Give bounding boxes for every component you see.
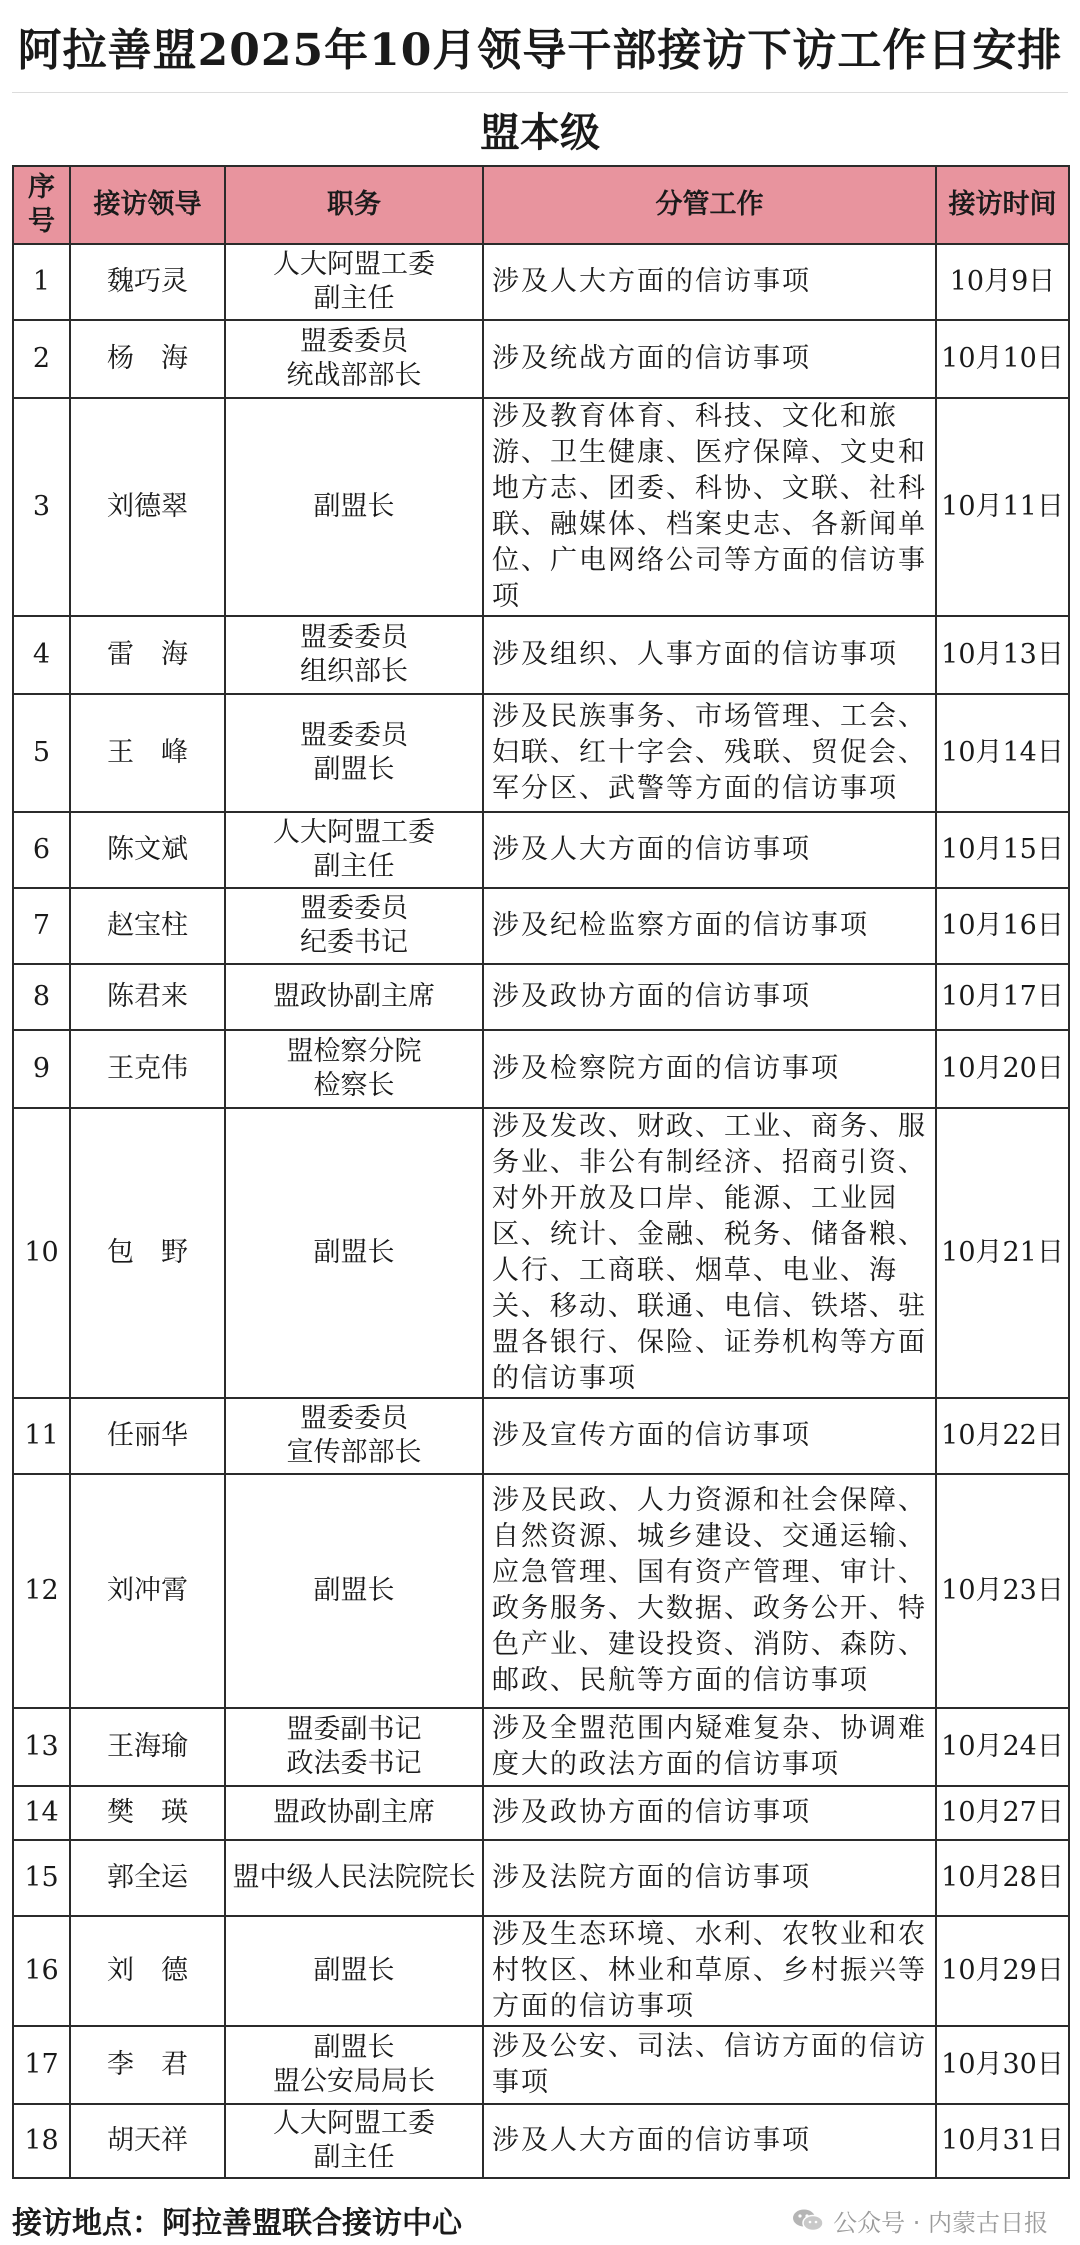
row-index: 4	[13, 616, 70, 694]
row-position: 副盟长	[225, 1108, 483, 1398]
table-row	[13, 1398, 1069, 1474]
row-position: 副盟长 盟公安局局长	[225, 2026, 483, 2104]
row-duty: 涉及统战方面的信访事项	[483, 320, 936, 398]
table-row	[13, 812, 1069, 888]
document-title: 阿拉善盟2025年10月领导干部接访下访工作日安排	[12, 0, 1068, 93]
row-date: 10月16日	[936, 888, 1069, 964]
table-row	[13, 2104, 1069, 2178]
reception-location: 接访地点：阿拉善盟联合接访中心	[12, 2206, 462, 2241]
row-index: 16	[13, 1916, 70, 2026]
row-date: 10月29日	[936, 1916, 1069, 2026]
row-index: 15	[13, 1840, 70, 1916]
row-index: 10	[13, 1108, 70, 1398]
table-row	[13, 2026, 1069, 2104]
row-date: 10月20日	[936, 1030, 1069, 1108]
row-duty: 涉及检察院方面的信访事项	[483, 1030, 936, 1108]
row-duty: 涉及公安、司法、信访方面的信访事项	[483, 2026, 936, 2104]
header-leader: 接访领导	[70, 166, 225, 244]
row-leader: 刘 德	[70, 1916, 225, 2026]
row-index: 13	[13, 1708, 70, 1786]
row-index: 1	[13, 244, 70, 320]
row-position: 盟委委员 统战部部长	[225, 320, 483, 398]
row-leader: 陈君来	[70, 964, 225, 1030]
row-index: 9	[13, 1030, 70, 1108]
table-row	[13, 1108, 1069, 1398]
row-position: 盟政协副主席	[225, 1786, 483, 1840]
row-duty: 涉及人大方面的信访事项	[483, 244, 936, 320]
row-index: 17	[13, 2026, 70, 2104]
header-date: 接访时间	[936, 166, 1069, 244]
row-duty: 涉及教育体育、科技、文化和旅游、卫生健康、医疗保障、文史和地方志、团委、科协、文联、社科联、融媒体、档案史志、各新闻单位、广电网络公司等方面的信访事项	[483, 398, 936, 616]
row-index: 5	[13, 694, 70, 812]
row-position: 盟委委员 组织部长	[225, 616, 483, 694]
row-leader: 魏巧灵	[70, 244, 225, 320]
row-date: 10月21日	[936, 1108, 1069, 1398]
table-header-row	[13, 166, 1069, 244]
row-index: 11	[13, 1398, 70, 1474]
table-row	[13, 398, 1069, 616]
table-row	[13, 964, 1069, 1030]
row-leader: 王 峰	[70, 694, 225, 812]
schedule-table	[12, 165, 1070, 2179]
row-leader: 樊 瑛	[70, 1786, 225, 1840]
header-position: 职务	[225, 166, 483, 244]
wechat-icon	[791, 2208, 825, 2232]
row-index: 3	[13, 398, 70, 616]
row-position: 人大阿盟工委 副主任	[225, 812, 483, 888]
table-row	[13, 320, 1069, 398]
row-date: 10月13日	[936, 616, 1069, 694]
row-position: 盟委委员 副盟长	[225, 694, 483, 812]
row-index: 14	[13, 1786, 70, 1840]
row-position: 副盟长	[225, 1916, 483, 2026]
row-leader: 刘冲霄	[70, 1474, 225, 1708]
row-leader: 李 君	[70, 2026, 225, 2104]
row-duty: 涉及民政、人力资源和社会保障、自然资源、城乡建设、交通运输、应急管理、国有资产管理、审计、政务服务、大数据、政务公开、特色产业、建设投资、消防、森防、邮政、民航等方面的信访事项	[483, 1474, 936, 1708]
row-date: 10月11日	[936, 398, 1069, 616]
row-position: 副盟长	[225, 398, 483, 616]
row-duty: 涉及人大方面的信访事项	[483, 812, 936, 888]
row-leader: 胡天祥	[70, 2104, 225, 2178]
row-date: 10月9日	[936, 244, 1069, 320]
table-row	[13, 1708, 1069, 1786]
row-position: 盟政协副主席	[225, 964, 483, 1030]
document-subtitle: 盟本级	[480, 108, 600, 156]
row-date: 10月30日	[936, 2026, 1069, 2104]
row-duty: 涉及生态环境、水利、农牧业和农村牧区、林业和草原、乡村振兴等方面的信访事项	[483, 1916, 936, 2026]
row-position: 盟检察分院 检察长	[225, 1030, 483, 1108]
row-date: 10月27日	[936, 1786, 1069, 1840]
row-duty: 涉及组织、人事方面的信访事项	[483, 616, 936, 694]
row-date: 10月17日	[936, 964, 1069, 1030]
table-row	[13, 616, 1069, 694]
row-index: 8	[13, 964, 70, 1030]
row-duty: 涉及人大方面的信访事项	[483, 2104, 936, 2178]
row-duty: 涉及政协方面的信访事项	[483, 964, 936, 1030]
row-index: 12	[13, 1474, 70, 1708]
row-duty: 涉及发改、财政、工业、商务、服务业、非公有制经济、招商引资、对外开放及口岸、能源、工业园区、统计、金融、税务、储备粮、人行、工商联、烟草、电业、海关、移动、联通、电信、铁塔、驻盟各银行、保险、证券机构等方面的信访事项	[483, 1108, 936, 1398]
table-row	[13, 1474, 1069, 1708]
row-date: 10月14日	[936, 694, 1069, 812]
row-date: 10月15日	[936, 812, 1069, 888]
table-row	[13, 1030, 1069, 1108]
row-duty: 涉及法院方面的信访事项	[483, 1840, 936, 1916]
row-index: 7	[13, 888, 70, 964]
row-leader: 包 野	[70, 1108, 225, 1398]
row-leader: 陈文斌	[70, 812, 225, 888]
row-date: 10月23日	[936, 1474, 1069, 1708]
row-date: 10月10日	[936, 320, 1069, 398]
row-leader: 王克伟	[70, 1030, 225, 1108]
row-date: 10月22日	[936, 1398, 1069, 1474]
row-position: 盟中级人民法院院长	[225, 1840, 483, 1916]
row-date: 10月31日	[936, 2104, 1069, 2178]
row-leader: 刘德翠	[70, 398, 225, 616]
row-leader: 赵宝柱	[70, 888, 225, 964]
table-row	[13, 1786, 1069, 1840]
table-row	[13, 888, 1069, 964]
row-leader: 任丽华	[70, 1398, 225, 1474]
row-position: 副盟长	[225, 1474, 483, 1708]
table-row	[13, 1840, 1069, 1916]
watermark	[791, 2203, 1048, 2238]
row-index: 2	[13, 320, 70, 398]
row-index: 6	[13, 812, 70, 888]
row-leader: 杨 海	[70, 320, 225, 398]
row-duty: 涉及民族事务、市场管理、工会、妇联、红十字会、残联、贸促会、军分区、武警等方面的信访事项	[483, 694, 936, 812]
row-duty: 涉及全盟范围内疑难复杂、协调难度大的政法方面的信访事项	[483, 1708, 936, 1786]
watermark-text: 公众号 · 内蒙古日报	[833, 2208, 1048, 2237]
table-row	[13, 244, 1069, 320]
row-index: 18	[13, 2104, 70, 2178]
header-index: 序 号	[13, 166, 70, 244]
row-date: 10月24日	[936, 1708, 1069, 1786]
header-duty: 分管工作	[483, 166, 936, 244]
row-duty: 涉及政协方面的信访事项	[483, 1786, 936, 1840]
row-position: 盟委委员 纪委书记	[225, 888, 483, 964]
row-position: 盟委副书记 政法委书记	[225, 1708, 483, 1786]
row-leader: 雷 海	[70, 616, 225, 694]
row-duty: 涉及宣传方面的信访事项	[483, 1398, 936, 1474]
row-leader: 郭全运	[70, 1840, 225, 1916]
row-leader: 王海瑜	[70, 1708, 225, 1786]
row-position: 人大阿盟工委 副主任	[225, 2104, 483, 2178]
row-position: 人大阿盟工委 副主任	[225, 244, 483, 320]
row-duty: 涉及纪检监察方面的信访事项	[483, 888, 936, 964]
table-body	[13, 244, 1069, 2178]
row-date: 10月28日	[936, 1840, 1069, 1916]
footer	[12, 2195, 1068, 2245]
table-row	[13, 1916, 1069, 2026]
table-row	[13, 694, 1069, 812]
row-position: 盟委委员 宣传部部长	[225, 1398, 483, 1474]
